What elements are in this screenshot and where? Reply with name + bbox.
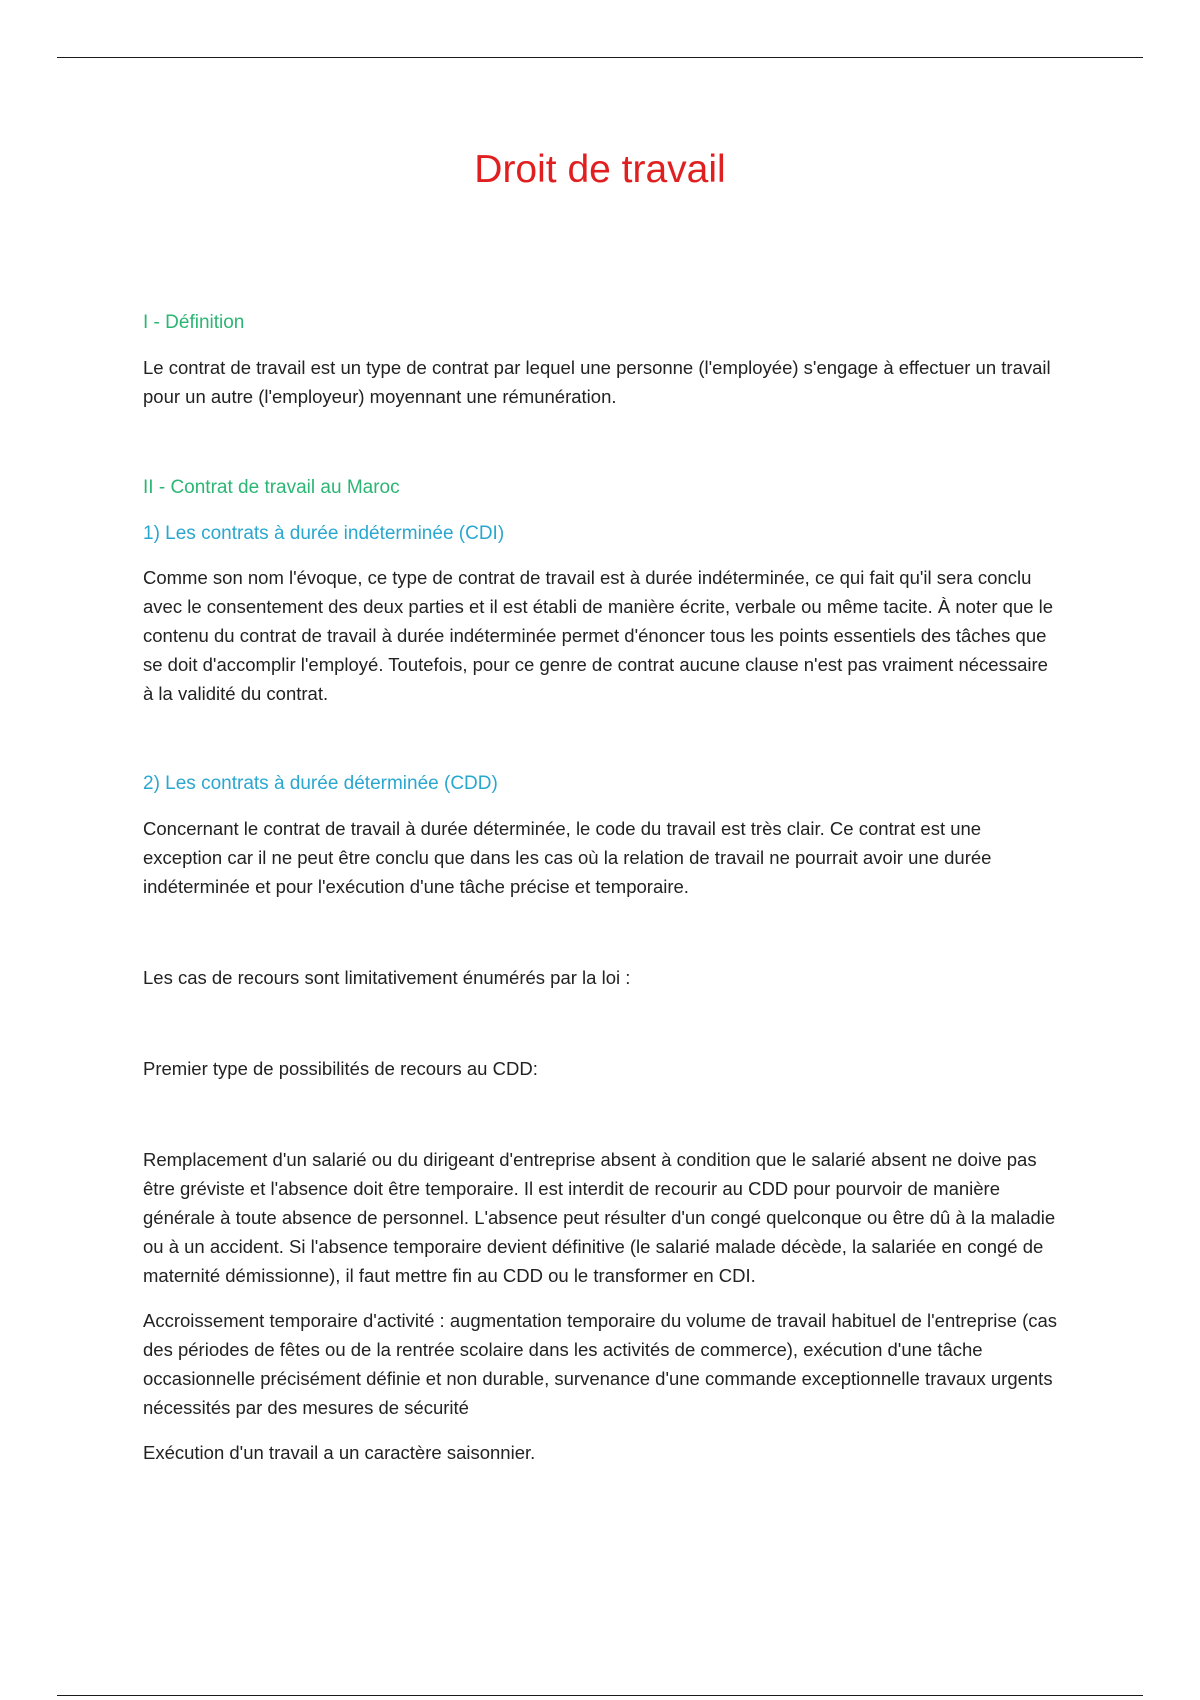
accroissement-paragraph: Accroissement temporaire d'activité : augmentation temporaire du volume de travail habituel de l'entreprise (cas des périodes de fêtes ou de la rentrée scolaire dans les activités de commerce), exécution d'une tâche occasionnelle précisément définie et non durable, survenance d'une commande exceptionnelle travaux urgents nécessités par des mesures de sécurité [143,1310,1058,1418]
premier-type-paragraph: Premier type de possibilités de recours au CDD: [143,1058,538,1079]
section-heading-maroc: II - Contrat de travail au Maroc [143,477,400,498]
definition-paragraph: Le contrat de travail est un type de contrat par lequel une personne (l'employée) s'engage à effectuer un travail pour un autre (l'employeur) moyennant une rémunération. [143,357,1051,407]
footer-rule [57,1695,1143,1696]
header-rule [57,57,1143,58]
remplacement-paragraph: Remplacement d'un salarié ou du dirigeant d'entreprise absent à condition que le salarié absent ne doive pas être gréviste et l'absence doit être temporaire. Il est interdit de recourir au CDD pour pourvoir de manière générale à toute absence de personnel. L'absence peut résulter d'un congé quelconque ou être dû à la maladie ou à un accident. Si l'absence temporaire devient définitive (le salarié malade décède, la salariée en congé de maternité démissionne), il faut mettre fin au CDD ou le transformer en CDI. [143,1149,1056,1286]
document-body [143,308,1063,1467]
cdi-paragraph: Comme son nom l'évoque, ce type de contrat de travail est à durée indéterminée, ce qui fait qu'il sera conclu avec le consentement des deux parties et il est établi de manière écrite, verbale ou même tacite. À noter que le contenu du contrat de travail à durée indéterminée permet d'énoncer tous les points essentiels des tâches que se doit d'accomplir l'employé. Toutefois, pour ce genre de contrat aucune clause n'est pas vraiment nécessaire à la validité du contrat. [143,567,1054,704]
section-heading-definition: I - Définition [143,312,245,333]
saisonnier-paragraph: Exécution d'un travail a un caractère saisonnier. [143,1442,536,1463]
document-title: Droit de travail [474,148,726,191]
cdd-paragraph: Concernant le contrat de travail à durée déterminée, le code du travail est très clair. Ce contrat est une exception car il ne peut être conclu que dans les cas où la relation de travail ne pourrait avoir une durée indéterminée et pour l'exécution d'une tâche précise et temporaire. [143,818,992,897]
recours-intro-paragraph: Les cas de recours sont limitativement énumérés par la loi : [143,967,631,988]
subheading-cdi: 1) Les contrats à durée indéterminée (CDI) [143,523,505,544]
subheading-cdd: 2) Les contrats à durée déterminée (CDD) [143,773,498,794]
